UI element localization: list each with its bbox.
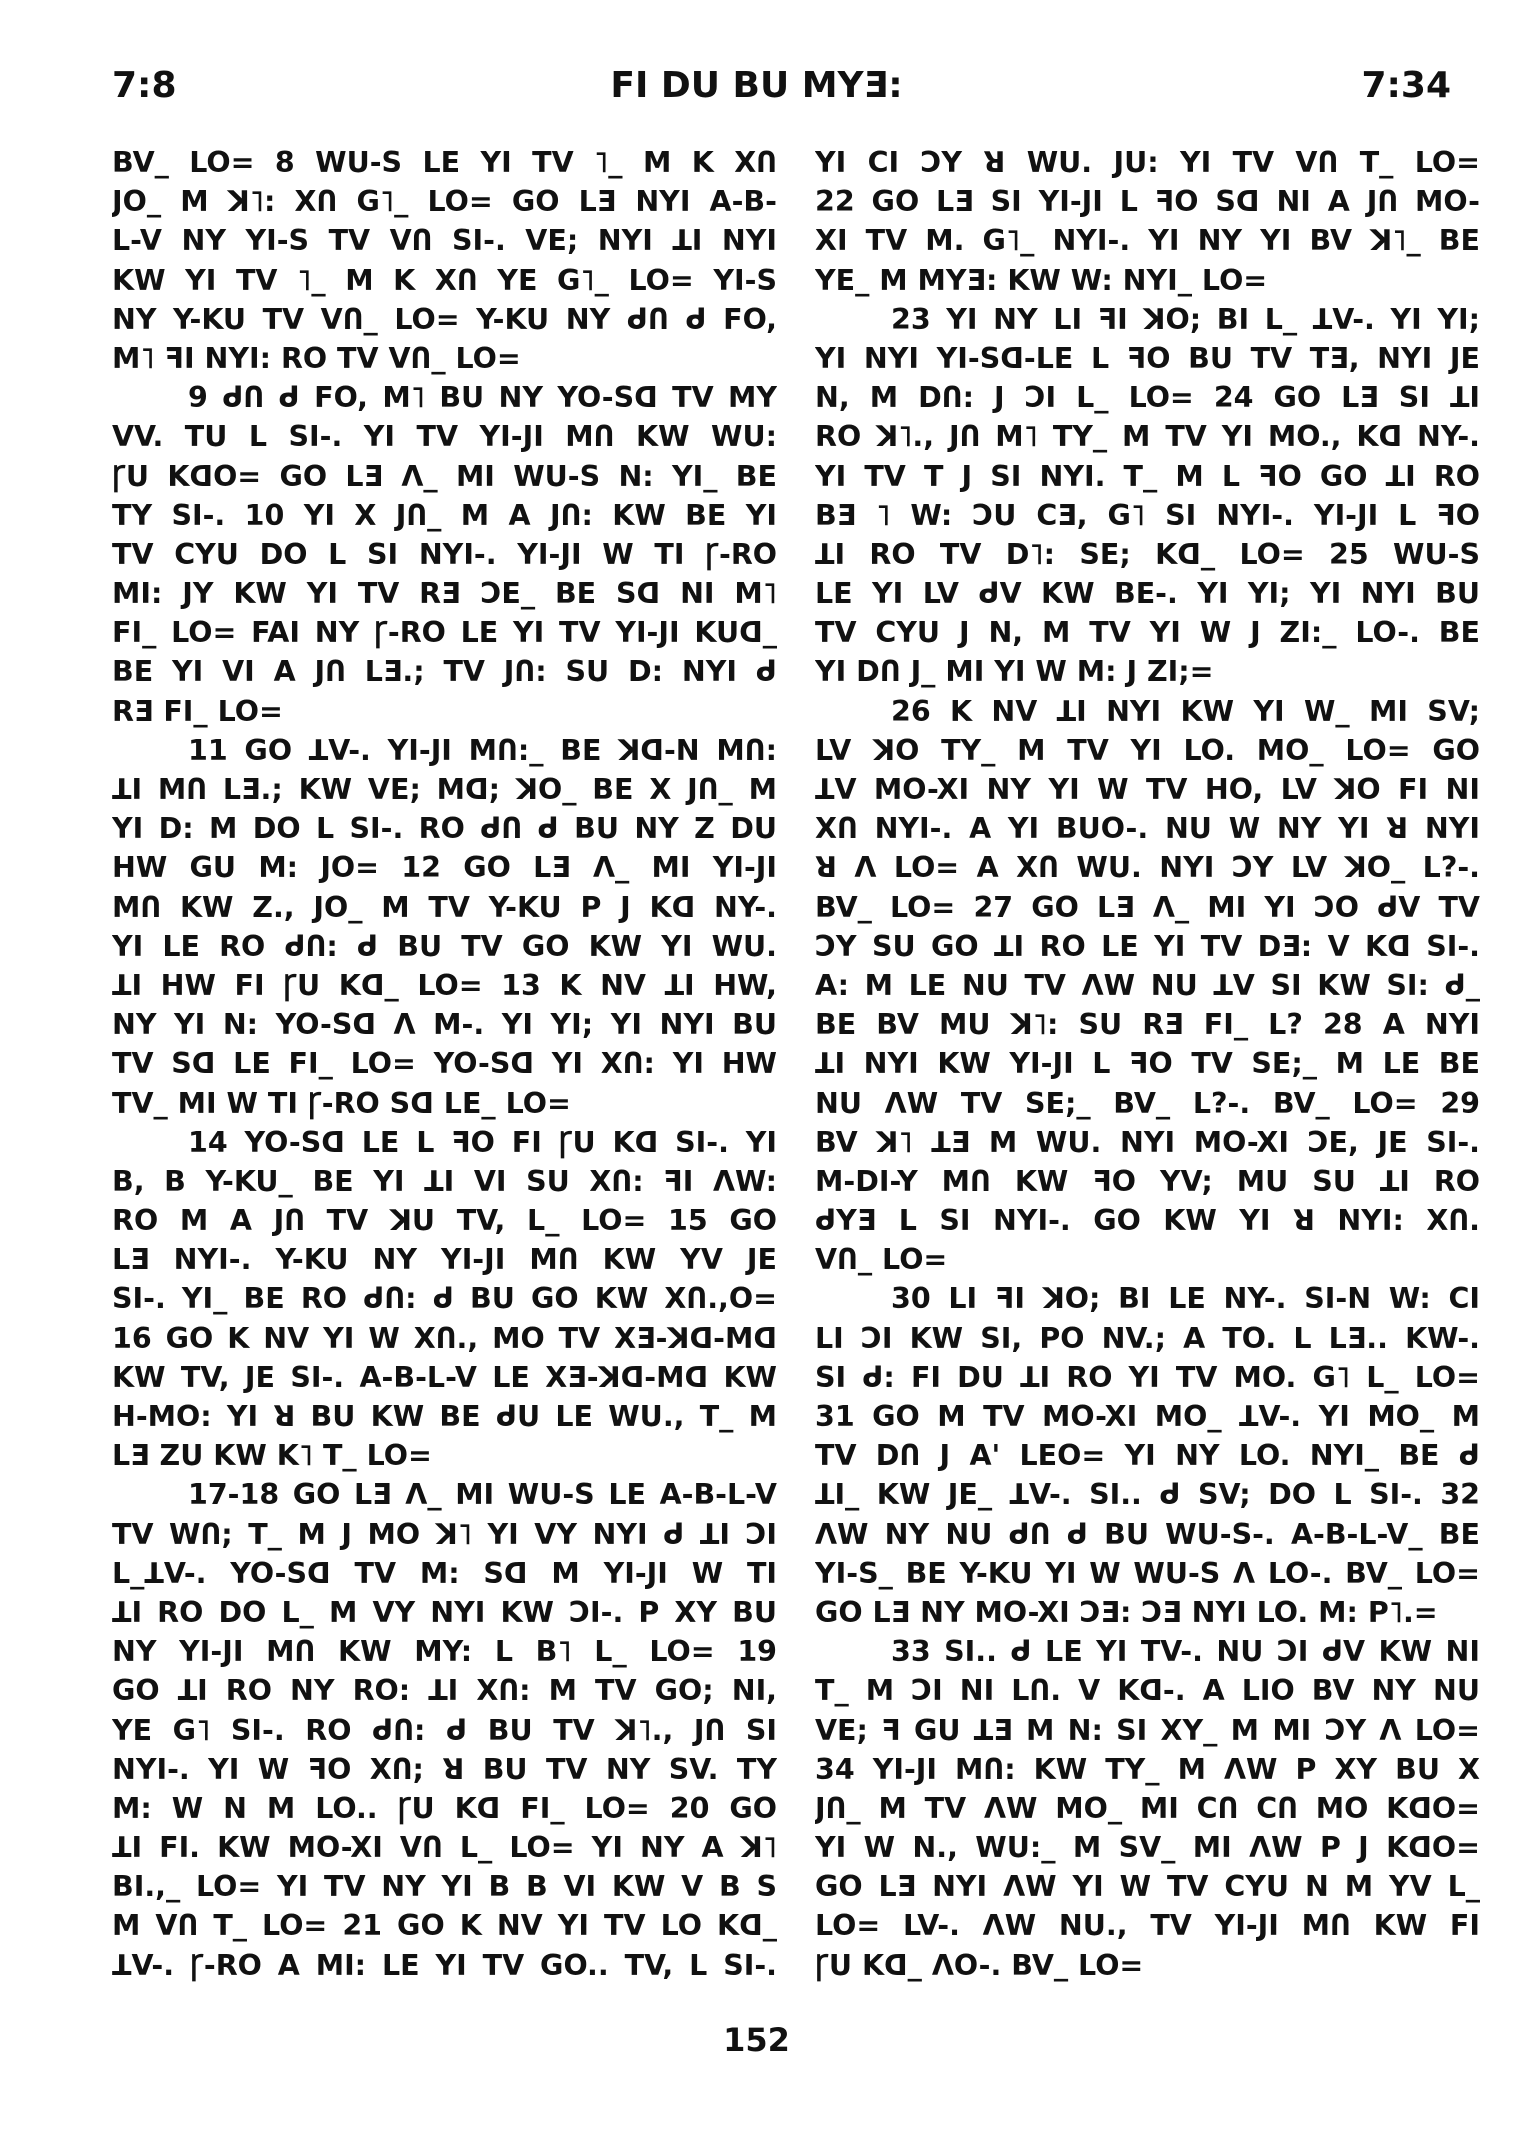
text-line: TV Sꓷ LE FI_ LO= YO-Sꓷ YI XՈ: YI HW (112, 1047, 777, 1081)
text-line: LƎ ZU KW K˥ T_ LO= (112, 1439, 432, 1473)
text-line: M: W N M LO.. ꞄU Kꓷ FI_ LO= 20 GO (112, 1791, 777, 1825)
text-line: B, B Y-KU_ BE YI ꓕI VI SU XՈ: ꟻI ɅW: (112, 1164, 777, 1198)
text-line: VՈ_ LO= (815, 1243, 948, 1277)
text-line: ꓕI NYI KW YI-JI L ꟻO TV SE;_ M LE BE (815, 1047, 1480, 1081)
text-line: YE_ M MYƎ: KW W: NYI_ LO= (815, 263, 1268, 297)
text-line: KW TV, JE SI-. A-B-L-V LE XƎ-ꓘꓷ-Mꓷ KW (112, 1360, 777, 1394)
text-line: ꓕI RO DO L_ M VY NYI KW ƆI-. P XY BU (112, 1595, 777, 1629)
right-text-column (815, 143, 1480, 1985)
text-line: 14 YO-Sꓷ LE L ꟻO FI ꞄU Kꓷ SI-. YI (188, 1125, 777, 1159)
left-text-column (112, 143, 777, 1985)
text-line: H-MO: YI ꓤ BU KW BE ᑯU LE WU., T_ M (112, 1400, 777, 1433)
chapter-verse-end: 7:34 (1361, 65, 1451, 106)
text-line: VV. TU L SI-. YI TV YI-JI MՈ KW WU: (112, 420, 777, 454)
text-line: BV_ LO= 27 GO LƎ Ʌ_ MI YI ƆO ᑯV TV (815, 890, 1480, 924)
text-line: RO ꓘ˥., JՈ M˥ TY_ M TV YI MO., Kꓷ NY-. (815, 420, 1480, 454)
text-line: L_ꓕV-. YO-Sꓷ TV M: Sꓷ M YI-JI W TI (112, 1556, 777, 1590)
text-line: YI LE RO ᑯՈ: ᑯ BU TV GO KW YI WU. (112, 929, 777, 963)
text-line: LƎ NYI-. Y-KU NY YI-JI MՈ KW YV JE (112, 1243, 777, 1277)
text-line: 11 GO ꓕV-. YI-JI MՈ:_ BE ꓘꓷ-N MՈ: (188, 733, 777, 767)
text-line: LO= LV-. ɅW NU., TV YI-JI MՈ KW FI (815, 1909, 1480, 1943)
text-line: LV ꓘO TY_ M TV YI LO. MO_ LO= GO (815, 733, 1480, 767)
text-line: YI D: M DO L SI-. RO ᑯՈ ᑯ BU NY Z DU (112, 812, 777, 846)
text-line: 22 GO LƎ SI YI-JI L ꟻO Sꓷ NI A JՈ MO- (815, 185, 1480, 219)
text-line: L-V NY YI-S TV VՈ SI-. VE; NYI ꓕI NYI (112, 224, 777, 258)
chapter-verse-start: 7:8 (112, 65, 177, 106)
text-line: ꓤ Ʌ LO= A XՈ WU. NYI ƆY LV ꓘO_ L?-. (815, 851, 1480, 885)
text-line: SI ᑯ: FI DU ꓕI RO YI TV MO. G˥ L_ LO= (815, 1360, 1480, 1394)
text-line: GO LƎ NY MO-XI ƆƎ: ƆƎ NYI LO. M: P˥.= (815, 1595, 1438, 1629)
text-line: ꞄU Kꓷ_ ɅO-. BV_ LO= (815, 1948, 1144, 1982)
text-line: 31 GO M TV MO-XI MO_ ꓕV-. YI MO_ M (815, 1400, 1480, 1433)
text-line: JO_ M ꓘ˥: XՈ G˥_ LO= GO LƎ NYI A-B- (112, 185, 777, 219)
text-line: TV_ MI W TI Ꞅ-RO Sꓷ LE_ LO= (112, 1086, 571, 1120)
text-line: GO ꓕI RO NY RO: ꓕI XՈ: M TV GO; NI, (112, 1674, 777, 1708)
text-line: FI_ LO= FAI NY Ꞅ-RO LE YI TV YI-JI KUꓷ_ (112, 616, 777, 650)
text-line: 16 GO K NV YI W XՈ., MO TV XƎ-ꓘꓷ-Mꓷ (112, 1321, 777, 1355)
text-line: NU ɅW TV SE;_ BV_ L?-. BV_ LO= 29 (815, 1086, 1480, 1120)
text-line: GO LƎ NYI ɅW YI W TV CYU N M YV L_ (815, 1870, 1480, 1904)
text-line: ƆY SU GO ꓕI RO LE YI TV DƎ: V Kꓷ SI-. (815, 929, 1480, 963)
text-line: ꞄU KꓷO= GO LƎ Ʌ_ MI WU-S N: YI_ BE (112, 459, 777, 493)
text-line: HW GU M: JO= 12 GO LƎ Ʌ_ MI YI-JI (112, 851, 777, 885)
text-line: M-DI-Y MՈ KW ꟻO YV; MU SU ꓕI RO (815, 1164, 1480, 1198)
text-line: 33 SI.. ᑯ LE YI TV-. NU ƆI ᑯV KW NI (891, 1635, 1480, 1669)
text-line: 30 LI ꟻI ꓘO; BI LE NY-. SI-N W: CI (891, 1282, 1480, 1316)
text-line: BV_ LO= 8 WU-S LE YI TV ˥_ M K XՈ (112, 146, 777, 179)
text-line: ꓕI MՈ LƎ.; KW VE; Mꓷ; ꓘO_ BE X JՈ_ M (112, 773, 777, 806)
text-line: SI-. YI_ BE RO ᑯՈ: ᑯ BU GO KW XՈ.,O= (112, 1282, 777, 1316)
text-line: NYI-. YI W ꟻO XՈ; ꓤ BU TV NY SV. TY (112, 1752, 777, 1786)
text-line: KW YI TV ˥_ M K XՈ YE G˥_ LO= YI-S (112, 263, 777, 297)
text-line: ɅW NY NU ᑯՈ ᑯ BU WU-S-. A-B-L-V_ BE (815, 1517, 1480, 1551)
text-line: YI W N., WU:_ M SV_ MI ɅW P J KꓷO= (815, 1831, 1480, 1865)
text-line: NY YI-JI MՈ KW MY: L B˥ L_ LO= 19 (112, 1635, 777, 1669)
text-line: ᑯYƎ L SI NYI-. GO KW YI ꓤ NYI: XՈ. (815, 1204, 1480, 1238)
text-line: TY SI-. 10 YI X JՈ_ M A JՈ: KW BE YI (112, 498, 777, 532)
text-line: ꓕI HW FI ꞄU Kꓷ_ LO= 13 K NV ꓕI HW, (112, 968, 777, 1002)
text-line: TV WՈ; T_ M J MO ꓘ˥ YI VY NYI ᑯ ꓕI ƆI (112, 1517, 777, 1551)
text-line: XI TV M. G˥_ NYI-. YI NY YI BV ꓘ˥_ BE (815, 224, 1480, 258)
text-line: TV CYU J N, M TV YI W J ZI:_ LO-. BE (815, 616, 1480, 650)
text-line: T_ M ƆI NI LՈ. V Kꓷ-. A LIO BV NY NU (815, 1674, 1480, 1708)
text-line: ꓕV-. Ꞅ-RO A MI: LE YI TV GO.. TV, L SI-. (112, 1948, 777, 1982)
text-line: BƎ ˥ W: ƆU CƎ, G˥ SI NYI-. YI-JI L ꟻO (815, 498, 1480, 532)
text-line: YI-S_ BE Y-KU YI W WU-S Ʌ LO-. BV_ LO= (815, 1556, 1480, 1590)
text-line: NY YI N: YO-Sꓷ Ʌ M-. YI YI; YI NYI BU (112, 1008, 777, 1042)
text-line: MՈ KW Z., JO_ M TV Y-KU P J Kꓷ NY-. (112, 890, 777, 924)
text-line: VE; ꟻ GU ꓕƎ M N: SI XY_ M MI ƆY Ʌ LO= (815, 1713, 1480, 1747)
text-line: 17-18 GO LƎ Ʌ_ MI WU-S LE A-B-L-V (188, 1478, 777, 1512)
text-line: 34 YI-JI MՈ: KW TY_ M ɅW P XY BU X (815, 1752, 1480, 1786)
text-line: M˥ ꟻI NYI: RO TV VՈ_ LO= (112, 341, 521, 375)
text-line: YI NYI YI-Sꓷ-LE L ꟻO BU TV TƎ, NYI JE (815, 341, 1480, 375)
text-line: LE YI LV ᑯV KW BE-. YI YI; YI NYI BU (815, 577, 1480, 611)
text-line: LI ƆI KW SI, PO NV.; A TO. L LƎ.. KW-. (815, 1321, 1480, 1355)
text-line: TV DՈ J A' LEO= YI NY LO. NYI_ BE ᑯ (815, 1439, 1480, 1473)
text-line: BE YI VI A JՈ LƎ.; TV JՈ: SU D: NYI ᑯ (112, 655, 777, 689)
text-line: BE BV MU ꓘ˥: SU RƎ FI_ L? 28 A NYI (815, 1008, 1480, 1042)
text-line: 9 ᑯՈ ᑯ FO, M˥ BU NY YO-Sꓷ TV MY (188, 381, 777, 415)
text-line: ꓕI FI. KW MO-XI VՈ L_ LO= YI NY A ꓘ˥ (112, 1831, 777, 1865)
text-line: JՈ_ M TV ɅW MO_ MI CՈ CՈ MO KꓷO= (815, 1791, 1480, 1825)
text-line: RƎ FI_ LO= (112, 694, 283, 728)
text-line: ꓕV MO-XI NY YI W TV HO, LV ꓘO FI NI (815, 773, 1480, 806)
text-line: BV ꓘ˥ ꓕƎ M WU. NYI MO-XI ƆE, JE SI-. (815, 1125, 1480, 1159)
text-line: ꓕI RO TV D˥: SE; Kꓷ_ LO= 25 WU-S (815, 537, 1480, 571)
text-line: ꓕI_ KW JE_ ꓕV-. SI.. ᑯ SV; DO L SI-. 32 (815, 1478, 1480, 1512)
text-line: YE G˥ SI-. RO ᑯՈ: ᑯ BU TV ꓘ˥., JՈ SI (112, 1713, 777, 1747)
text-line: N, M DՈ: J ƆI L_ LO= 24 GO LƎ SI ꓕI (815, 381, 1480, 415)
text-line: M VՈ T_ LO= 21 GO K NV YI TV LO Kꓷ_ (112, 1909, 777, 1943)
text-line: TV CYU DO L SI NYI-. YI-JI W TI Ꞅ-RO (112, 537, 777, 571)
book-title: FI DU BU MYƎ: (610, 65, 903, 106)
text-line: XՈ NYI-. A YI BUO-. NU W NY YI ꓤ NYI (815, 812, 1480, 846)
page-number: 152 (723, 2021, 790, 2059)
text-line: 23 YI NY LI ꟻI ꓘO; BI L_ ꓕV-. YI YI; (891, 302, 1480, 336)
text-line: MI: JY KW YI TV RƎ ƆE_ BE Sꓷ NI M˥ (112, 577, 777, 611)
text-line: 26 K NV ꓕI NYI KW YI W_ MI SV; (891, 694, 1480, 728)
text-line: BI.,_ LO= YI TV NY YI B B VI KW V B S (112, 1870, 777, 1904)
text-line: RO M A JՈ TV ꓘU TV, L_ LO= 15 GO (112, 1204, 777, 1238)
text-line: NY Y-KU TV VՈ_ LO= Y-KU NY ᑯՈ ᑯ FO, (112, 302, 777, 336)
text-line: A: M LE NU TV ɅW NU ꓕV SI KW SI: ᑯ_ (815, 968, 1480, 1002)
text-line: YI CI ƆY ꓤ WU. JU: YI TV VՈ T_ LO= (815, 146, 1480, 179)
text-line: YI TV T J SI NYI. T_ M L ꟻO GO ꓕI RO (815, 459, 1480, 493)
text-line: YI DՈ J_ MI YI W M: J ZI;= (815, 655, 1214, 689)
